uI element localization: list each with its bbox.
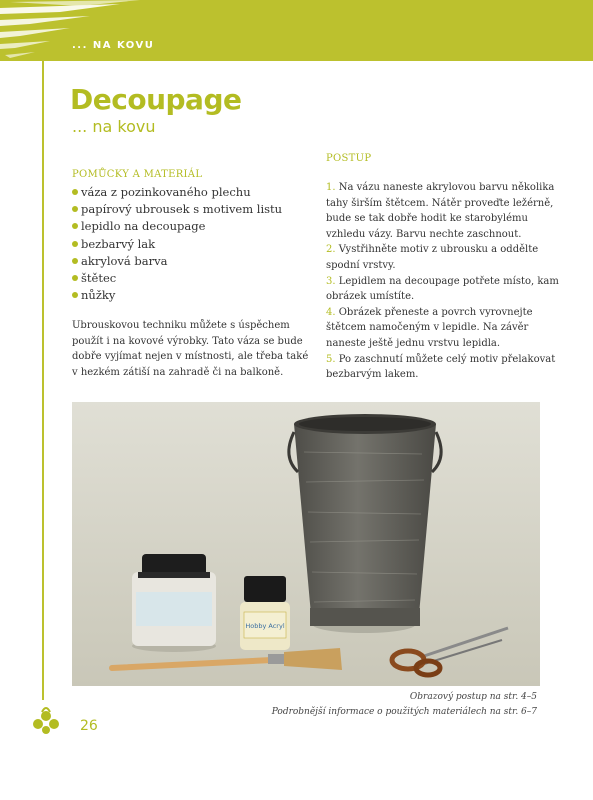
step-item — [326, 242, 556, 273]
page-subtitle: ... na kovu — [72, 117, 156, 136]
material-item: akrylová barva — [81, 253, 168, 268]
product-photo — [72, 402, 540, 686]
page-title: Decoupage — [70, 83, 242, 116]
step-item — [326, 180, 556, 242]
list-item — [72, 236, 282, 253]
step-item — [326, 274, 559, 305]
page-number: 26 — [80, 718, 98, 734]
step-line: obrázek umístíte. — [326, 291, 415, 303]
step-line: spodní vrstvy. — [326, 259, 396, 271]
step-line: Obrázek přeneste a povrch vyrovnejte — [338, 306, 533, 318]
list-item — [72, 287, 282, 304]
bullet-icon — [72, 258, 78, 264]
material-item: štětec — [81, 271, 117, 286]
bullet-icon — [72, 223, 78, 229]
jar-label-text: Hobby Acryl — [245, 622, 285, 630]
step-line: bezbarvým lakem. — [326, 369, 419, 381]
caption-line: Podrobnější informace o použitých materiálech na str. 6–7 — [271, 707, 537, 717]
step-line: bude se tak dobře hodit ke starobylému — [326, 213, 528, 225]
step-item — [326, 305, 556, 352]
step-line: Na vázu naneste akrylovou barvu několika — [338, 182, 555, 193]
paint-jar-image — [240, 576, 290, 650]
step-number: 2. — [326, 244, 336, 256]
brush-texture-decoration — [0, 0, 140, 61]
caption-line: Obrazový postup na str. 4–5 — [409, 692, 537, 702]
bullet-icon — [72, 206, 78, 212]
material-item: váza z pozinkovaného plechu — [81, 185, 251, 199]
step-line: vzhledu vázy. Barvu nechte zaschnout. — [326, 228, 522, 240]
step-line: naneste ještě jednu vrstvu lepidla. — [326, 337, 501, 349]
materials-list — [72, 184, 282, 304]
materials-heading: POMŮCKY A MATERIÁL — [72, 169, 203, 180]
step-number: 3. — [326, 275, 336, 287]
margin-line — [42, 60, 44, 700]
bullet-icon — [72, 189, 78, 195]
list-item — [72, 201, 282, 218]
step-number: 5. — [326, 353, 336, 365]
photo-illustration — [72, 402, 540, 686]
header-band — [0, 0, 593, 61]
vase-image — [289, 414, 441, 633]
list-item — [72, 270, 282, 287]
intro-paragraph — [72, 318, 309, 380]
flourish-icon — [28, 704, 64, 740]
procedure-steps — [326, 180, 559, 383]
step-line: štětcem namočeným v lepidle. Na závěr — [326, 322, 529, 334]
bullet-icon — [72, 292, 78, 298]
list-item — [72, 253, 282, 270]
step-line: Po zaschnutí můžete celý motiv přelakovat — [338, 353, 556, 365]
intro-line: Ubrouskovou techniku můžete s úspěchem — [72, 320, 290, 331]
step-line: Vystřihněte motiv z ubrousku a oddělte — [338, 244, 539, 256]
material-item: bezbarvý lak — [81, 236, 156, 251]
step-line: Lepidlem na decoupage potřete místo, kam — [338, 275, 559, 287]
procedure-heading: POSTUP — [326, 153, 372, 164]
intro-line: v hezkém zátiší na zahradě či na balkoně. — [72, 366, 284, 378]
intro-line: použít i na kovové výrobky. Tato váza se bude — [72, 335, 303, 347]
step-item — [326, 352, 556, 383]
list-item — [72, 218, 282, 235]
step-line: tahy širším štětcem. Nátěr proveďte ležérně, — [326, 197, 554, 209]
glue-jar-image — [132, 554, 216, 652]
material-item: lepidlo na decoupage — [81, 219, 206, 234]
bullet-icon — [72, 241, 78, 247]
step-number: 1. — [326, 182, 336, 193]
step-number: 4. — [326, 306, 336, 318]
intro-line: dobře vyjímat nejen v místnosti, ale třeba také — [72, 351, 309, 363]
material-item: nůžky — [81, 288, 116, 303]
section-label: ... NA KOVU — [72, 40, 155, 51]
list-item — [72, 184, 282, 201]
material-item: papírový ubrousek s motivem listu — [81, 202, 283, 217]
bullet-icon — [72, 275, 78, 281]
